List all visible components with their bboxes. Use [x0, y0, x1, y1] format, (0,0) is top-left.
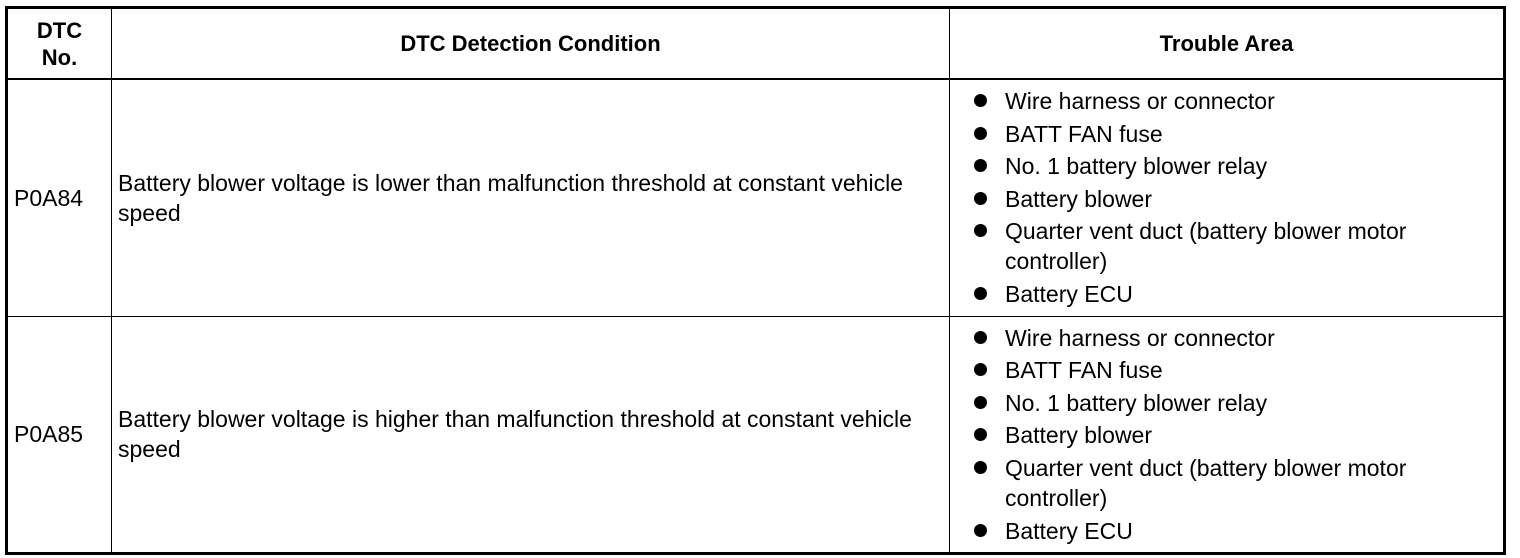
- trouble-area-cell: [950, 79, 1505, 316]
- list-item: [974, 453, 1483, 513]
- trouble-area-text: Battery blower: [1005, 422, 1153, 449]
- bullet-icon: [974, 159, 987, 172]
- trouble-area-text: Wire harness or connector: [1005, 88, 1275, 114]
- detection-condition: Battery blower voltage is higher than malfunction threshold at constant vehicle speed: [112, 316, 950, 554]
- trouble-area-text: BATT FAN fuse: [1005, 120, 1163, 147]
- trouble-area-text: Battery blower: [1005, 185, 1153, 212]
- trouble-area-text: Quarter vent duct (battery blower motor controller): [1005, 454, 1407, 511]
- header-row: [7, 8, 1505, 80]
- trouble-area-text: Battery ECU: [1005, 280, 1133, 307]
- bullet-icon: [974, 428, 987, 441]
- list-item: [974, 216, 1483, 276]
- list-item: [974, 420, 1483, 450]
- bullet-icon: [974, 363, 987, 376]
- bullet-icon: [974, 224, 987, 237]
- bullet-icon: [974, 331, 987, 344]
- table-row: [7, 79, 1505, 316]
- detection-condition: Battery blower voltage is lower than malfunction threshold at constant vehicle speed: [112, 79, 950, 316]
- list-item: [974, 388, 1483, 418]
- dtc-table: [5, 6, 1506, 555]
- dtc-code: P0A84: [7, 79, 112, 316]
- list-item: [974, 516, 1483, 546]
- bullet-icon: [974, 192, 987, 205]
- trouble-area-text: Battery ECU: [1005, 517, 1133, 544]
- bullet-icon: [974, 127, 987, 140]
- header-dtc-no-line1: DTC: [36, 17, 83, 43]
- trouble-area-list: [974, 86, 1483, 309]
- list-item: [974, 279, 1483, 309]
- header-condition: DTC Detection Condition: [112, 8, 950, 80]
- trouble-area-text: No. 1 battery blower relay: [1005, 389, 1268, 416]
- trouble-area-cell: [950, 316, 1505, 554]
- bullet-icon: [974, 396, 987, 409]
- dtc-code: P0A85: [7, 316, 112, 554]
- list-item: [974, 323, 1483, 353]
- list-item: [974, 355, 1483, 385]
- bullet-icon: [974, 287, 987, 300]
- trouble-area-text: Wire harness or connector: [1005, 324, 1275, 351]
- list-item: [974, 184, 1483, 214]
- list-item: [974, 86, 1483, 116]
- trouble-area-text: No. 1 battery blower relay: [1005, 153, 1268, 180]
- header-dtc-no-line2: No.: [41, 44, 78, 70]
- bullet-icon: [974, 461, 987, 474]
- list-item: [974, 151, 1483, 181]
- header-dtc-no: [7, 8, 112, 80]
- trouble-area-text: Quarter vent duct (battery blower motor controller): [1005, 218, 1407, 275]
- list-item: [974, 119, 1483, 149]
- header-trouble-area: Trouble Area: [950, 8, 1505, 80]
- table-row: [7, 316, 1505, 554]
- bullet-icon: [974, 524, 987, 537]
- trouble-area-text: BATT FAN fuse: [1005, 357, 1163, 384]
- trouble-area-list: [974, 323, 1483, 546]
- bullet-icon: [974, 94, 987, 107]
